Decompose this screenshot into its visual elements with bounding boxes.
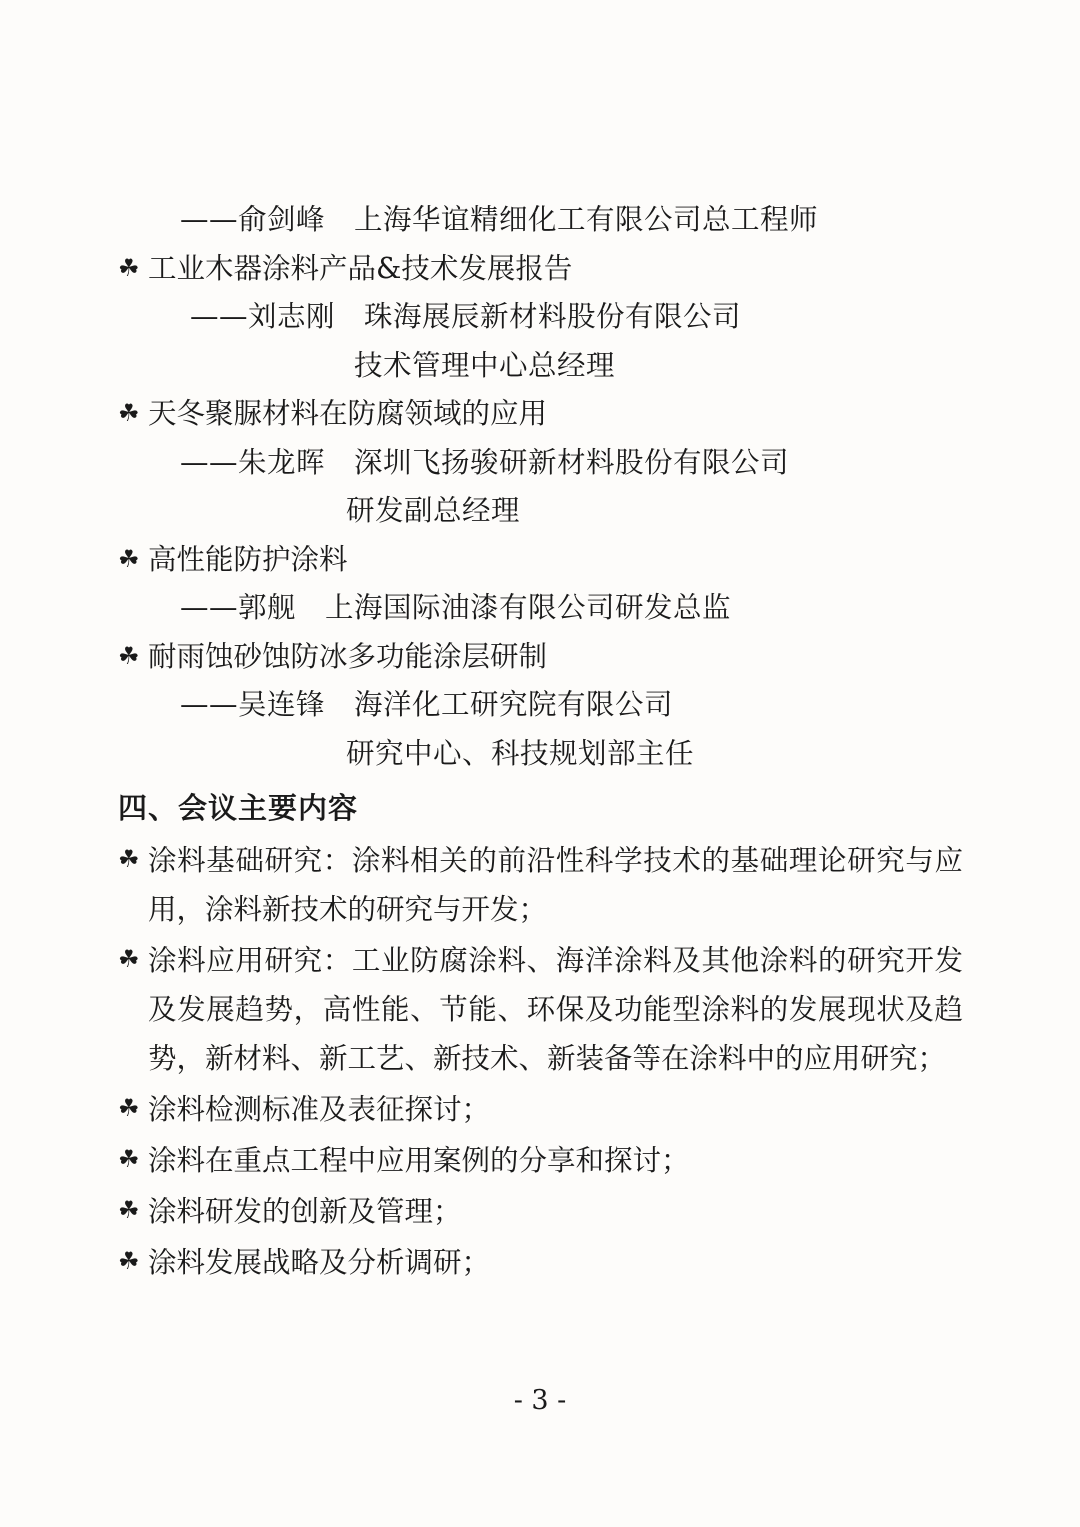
topic-item — [118, 390, 963, 439]
section-heading-four: 四、会议主要内容 — [118, 791, 359, 825]
clover-bullet-icon: ☘ — [118, 1094, 140, 1122]
content-item-text: 涂料检测标准及表征探讨； — [148, 1093, 491, 1126]
content-item — [118, 1136, 963, 1185]
speaker-affiliation: 研究中心、科技规划部主任 — [346, 736, 695, 770]
content-item-text: 涂料研发的创新及管理； — [148, 1195, 462, 1228]
clover-bullet-icon: ☘ — [118, 1196, 140, 1224]
content-item — [118, 1238, 963, 1287]
content-item-text: 涂料在重点工程中应用案例的分享和探讨； — [148, 1144, 690, 1177]
topic-title: 工业木器涂料产品&技术发展报告 — [148, 251, 573, 285]
clover-bullet-icon: ☘ — [118, 253, 140, 282]
document-body — [118, 196, 963, 1287]
topic-title: 高性能防护涂料 — [148, 542, 348, 576]
clover-bullet-icon: ☘ — [118, 1145, 140, 1173]
speaker-attribution: ——朱龙晖 深圳飞扬骏研新材料股份有限公司 — [180, 445, 790, 479]
speaker-attribution: ——俞剑峰 上海华谊精细化工有限公司总工程师 — [180, 203, 819, 236]
topic-title: 天冬聚脲材料在防腐领域的应用 — [148, 397, 548, 430]
content-item-text: 涂料发展战略及分析调研； — [148, 1246, 491, 1279]
clover-bullet-icon: ☘ — [118, 399, 140, 427]
topic-item — [118, 633, 963, 682]
speaker-attribution: ——吴连锋 海洋化工研究院有限公司 — [180, 688, 674, 721]
topic-item — [118, 245, 963, 294]
content-item — [118, 1085, 963, 1134]
topic-item — [118, 536, 963, 585]
speaker-affiliation: 技术管理中心总经理 — [354, 348, 616, 382]
speaker-attribution: ——郭舰 上海国际油漆有限公司研发总监 — [180, 591, 732, 624]
speaker-affiliation: 研发副总经理 — [346, 494, 521, 527]
content-item-text: 涂料应用研究：工业防腐涂料、海洋涂料及其他涂料的研究开发及发展趋势，高性能、节能、环保及功能型涂料的发展现状及趋势，新材料、新工艺、新技术、新装备等在涂料中的应用研究； — [148, 944, 963, 1075]
page-number: - 3 - — [513, 1385, 567, 1416]
clover-bullet-icon: ☘ — [118, 845, 140, 873]
content-item-text: 涂料基础研究：涂料相关的前沿性科学技术的基础理论研究与应用，涂料新技术的研究与开发； — [148, 844, 963, 926]
content-item — [118, 836, 963, 934]
clover-bullet-icon: ☘ — [118, 641, 140, 670]
content-item — [118, 936, 963, 1083]
clover-bullet-icon: ☘ — [118, 544, 140, 573]
clover-bullet-icon: ☘ — [118, 1247, 140, 1275]
topic-title: 耐雨蚀砂蚀防冰多功能涂层研制 — [148, 639, 548, 673]
speaker-attribution: ——刘志刚 珠海展辰新材料股份有限公司 — [190, 300, 742, 333]
clover-bullet-icon: ☘ — [118, 945, 140, 973]
content-item — [118, 1187, 963, 1236]
